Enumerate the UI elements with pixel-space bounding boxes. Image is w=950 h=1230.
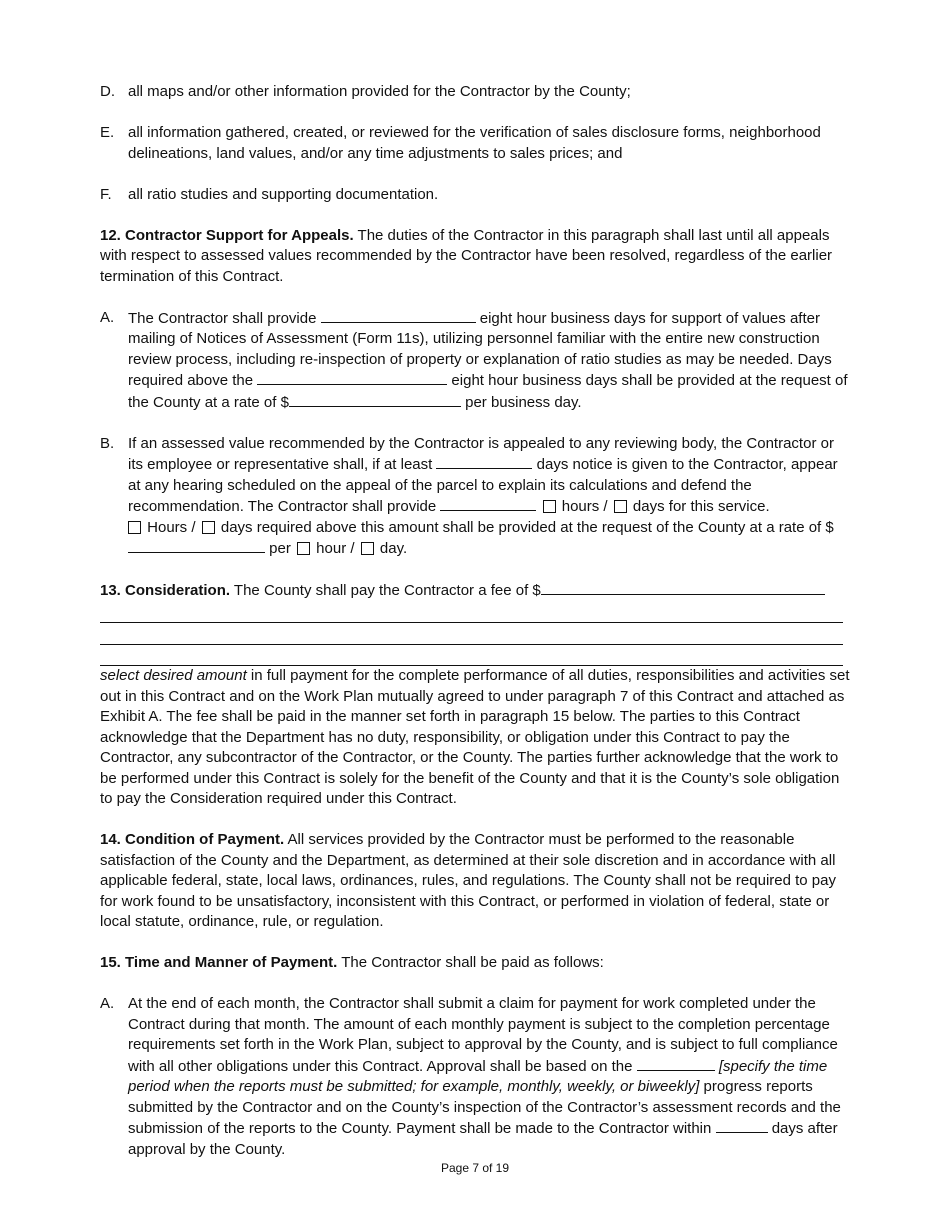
support-days-blank[interactable] bbox=[321, 308, 476, 323]
text-run: At the end of each month, the Contractor shall submit a claim for payment for work completed under the Contract during that month. The amount of each monthly payment is subject to the completion percentage requirements set forth in the Work Plan, subject to approval by the County, and is subject to full compliance with all other obligations under this Contract. Approval shall be based on the bbox=[128, 995, 838, 1075]
notice-days-blank[interactable] bbox=[436, 454, 532, 469]
section-12-item-a bbox=[100, 308, 850, 414]
item-letter: E. bbox=[100, 124, 115, 141]
section-15 bbox=[100, 953, 850, 974]
section-13-body bbox=[100, 666, 850, 810]
text-run: in full payment for the complete performance of all duties, responsibilities and activities set out in this Contract and on the Work Plan mutually agreed to under paragraph 7 of this Contract and attached as Exhibit A. The fee shall be paid in the manner set forth in paragraph 15 below. The parties to this Contract acknowledge that the Department has no duty, responsibility, or obligation under this Contract to pay the Contractor, any subcontractor of the Contractor, or the County. The parties further acknowledge that the work to be performed under this Contract is solely for the benefit of the County and that it is the County’s sole obligation to pay the Consideration required under this Contract. bbox=[100, 667, 850, 807]
instruction-italic: [specify the time period when the reports must be submitted; for example, monthly, weekly, or biweekly] bbox=[128, 1057, 828, 1095]
extra-hours-checkbox[interactable] bbox=[128, 521, 141, 534]
days-checkbox[interactable] bbox=[614, 500, 627, 513]
page-number: Page 7 of 19 bbox=[440, 1161, 510, 1175]
fee-line-1[interactable] bbox=[100, 602, 843, 624]
item-text: all information gathered, created, or reviewed for the verification of sales disclosure forms, neighborhood delineations, land values, and/or any time adjustments to sales prices; and bbox=[128, 124, 821, 162]
text-run: eight hour business days shall be provided at the request of the County at a rate of $ bbox=[128, 372, 848, 411]
days-required-blank[interactable] bbox=[257, 370, 447, 385]
rate-blank[interactable] bbox=[128, 538, 265, 553]
text-run: days for this service. bbox=[628, 498, 770, 515]
item-letter: B. bbox=[100, 434, 115, 452]
section-14-body: All services provided by the Contractor must be performed to the reasonable satisfaction of the County and the Department, as determined at their sole discretion and in accordance with all applicable federal, state, local laws, ordinances, rules, and regulations. The County shall not be required to pay for work found to be unsatisfactory, inconsistent with this Contract, or performed in violation of federal, state or local statute, ordinance, rule, or regulation. bbox=[100, 831, 836, 930]
section-12-body: The duties of the Contractor in this paragraph shall last until all appeals with respect to assessed values recommended by the Contractor have been resolved, regardless of the earlier termination of this Contract. bbox=[100, 226, 833, 285]
section-13-heading: 13. Consideration. bbox=[100, 582, 231, 599]
list-item-d bbox=[100, 82, 850, 103]
text-run: progress reports submitted by the Contractor and on the County’s inspection of the Contractor’s assessment records and the submission of the reports to the County. Payment shall be made to the Contractor within bbox=[128, 1078, 841, 1137]
text-run: per business day. bbox=[460, 393, 582, 411]
text-run: If an assessed value recommended by the Contractor is appealed to any reviewing body, the Contractor or its employee or representative shall, if at least bbox=[128, 434, 834, 473]
item-letter: A. bbox=[100, 308, 115, 326]
text-run: day. bbox=[375, 540, 408, 557]
list-item-e bbox=[100, 123, 850, 164]
list-item-f bbox=[100, 185, 850, 206]
rate-day-checkbox[interactable] bbox=[361, 542, 374, 555]
item-text: all maps and/or other information provided for the Contractor by the County; bbox=[128, 83, 631, 100]
section-15-body: The Contractor shall be paid as follows: bbox=[337, 954, 604, 971]
payment-days-blank[interactable] bbox=[716, 1118, 768, 1133]
service-amount-blank[interactable] bbox=[440, 496, 536, 511]
rate-blank[interactable] bbox=[289, 392, 461, 407]
page-content bbox=[100, 82, 850, 1181]
section-12-heading: 12. Contractor Support for Appeals. bbox=[100, 226, 354, 244]
text-run: Hours / bbox=[143, 518, 200, 536]
section-14 bbox=[100, 830, 850, 933]
extra-days-checkbox[interactable] bbox=[202, 521, 215, 534]
item-text: all ratio studies and supporting documentation. bbox=[128, 185, 439, 203]
report-period-blank[interactable] bbox=[637, 1056, 715, 1071]
section-13-italic: select desired amount bbox=[100, 667, 247, 684]
text-run: days required above this amount shall be provided at the request of the County at a rate of $ bbox=[216, 518, 834, 536]
text-run: per bbox=[265, 540, 296, 557]
section-12 bbox=[100, 226, 850, 288]
fee-line-3[interactable] bbox=[100, 645, 843, 667]
text-run: hour / bbox=[312, 540, 359, 557]
text-run: eight hour business days for support of values after mailing of Notices of Assessment (Form 11s), utilizing personnel familiar with the entire new construction review process, including re-inspection of property or explanation of ratio studies as may be needed. Days required above the bbox=[128, 309, 832, 389]
hours-checkbox[interactable] bbox=[543, 500, 556, 513]
section-13-lead bbox=[100, 580, 850, 602]
fee-blank[interactable] bbox=[541, 580, 825, 595]
text-run: hours / bbox=[557, 498, 612, 515]
section-15-heading: 15. Time and Manner of Payment. bbox=[100, 954, 338, 971]
item-letter: D. bbox=[100, 83, 115, 100]
text-run: days after approval by the County. bbox=[128, 1120, 838, 1158]
section-15-item-a bbox=[100, 994, 850, 1160]
text-run: The Contractor shall provide bbox=[128, 309, 321, 327]
section-12-item-b bbox=[100, 434, 850, 560]
section-14-heading: 14. Condition of Payment. bbox=[100, 831, 285, 848]
item-letter: F. bbox=[100, 185, 112, 203]
fee-line-2[interactable] bbox=[100, 623, 843, 645]
text-run: The County shall pay the Contractor a fee of $ bbox=[230, 582, 541, 599]
rate-hour-checkbox[interactable] bbox=[297, 542, 310, 555]
item-letter: A. bbox=[100, 995, 115, 1012]
text-run: days notice is given to the Contractor, appear at any hearing scheduled on the appeal of the parcel to explain its calculations and defend the recommendation. The Contractor shall provide bbox=[128, 456, 838, 515]
